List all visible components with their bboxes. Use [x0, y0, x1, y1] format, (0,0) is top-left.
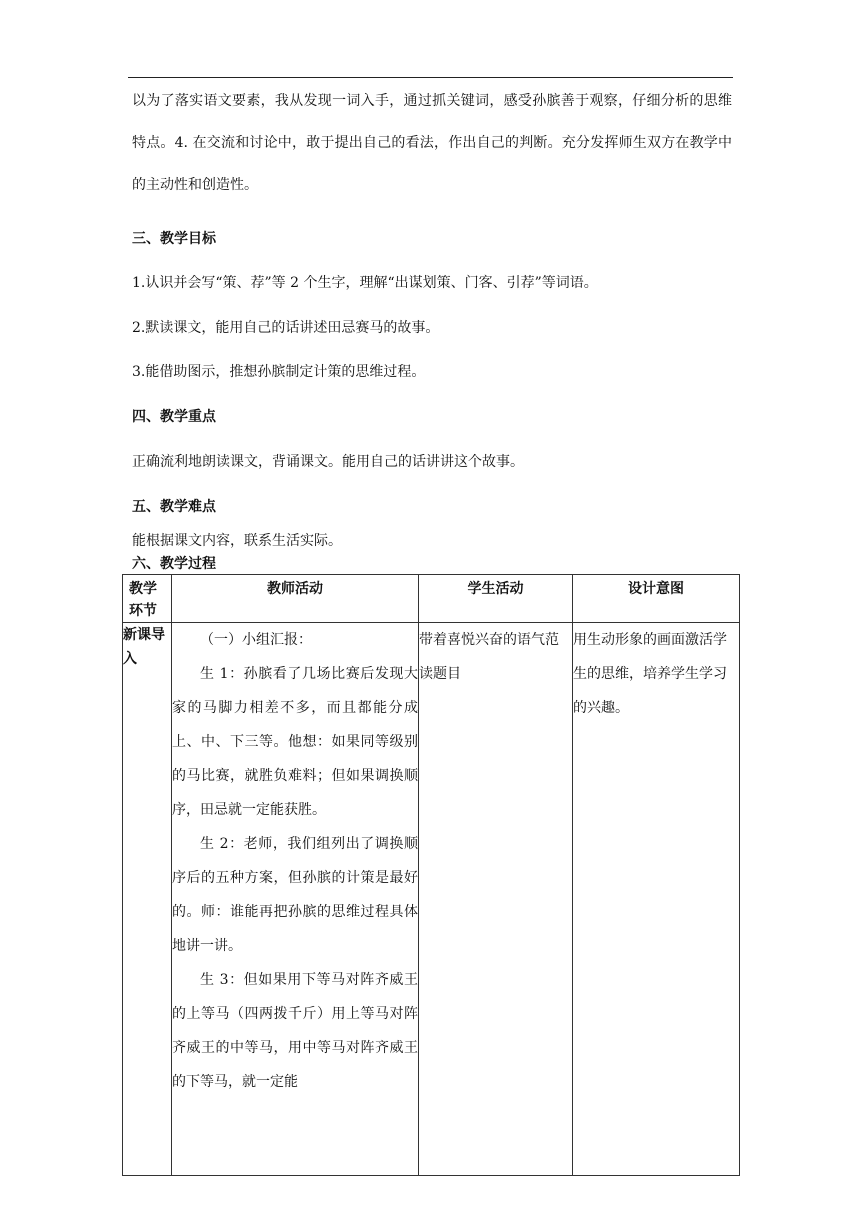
section-heading-process: 六、教学过程	[132, 556, 216, 572]
section-heading-key-points: 四、教学重点	[132, 409, 216, 425]
teaching-process-table	[122, 574, 740, 1176]
header-design-intent: 设计意图	[573, 575, 740, 623]
section-heading-objectives: 三、教学目标	[132, 231, 216, 247]
header-stage: 教学环节	[123, 575, 172, 623]
difficulties-text: 能根据课文内容，联系生活实际。	[132, 533, 342, 549]
cell-teacher-activity	[172, 623, 419, 1176]
header-teacher-activity: 教师活动	[172, 575, 419, 623]
teacher-line-1: （一）小组汇报：	[200, 632, 312, 648]
objective-item-2: 2.默读课文，能用自己的话讲述田忌赛马的故事。	[132, 320, 440, 336]
teacher-line-4: 生 3：但如果用下等马对阵齐威王的上等马（四两拨千斤）用上等马对阵齐威王的中等马，用中等马对阵齐威王的下等马，就一定能	[172, 972, 418, 1090]
table-row	[123, 623, 740, 1176]
table-header-row	[123, 575, 740, 623]
intro-paragraph: 以为了落实语文要素，我从发现一词入手，通过抓关键词，感受孙膑善于观察，仔细分析的思维特点。4. 在交流和讨论中，敢于提出自己的看法，作出自己的判断。充分发挥师生双方在教学中的主动性和创造性。	[132, 93, 732, 193]
objective-item-1: 1.认识并会写“策、荐”等 2 个生字，理解“出谋划策、门客、引荐”等词语。	[132, 275, 598, 291]
header-rule	[128, 77, 733, 78]
teacher-line-2: 生 1：孙膑看了几场比赛后发现大家的马脚力相差不多，而且都能分成上、中、下三等。他想：如果同等级别的马比赛，就胜负难料；但如果调换顺序，田忌就一定能获胜。	[172, 666, 418, 818]
header-student-activity: 学生活动	[419, 575, 573, 623]
cell-student-activity: 带着喜悦兴奋的语气范读题目	[419, 623, 573, 1176]
cell-stage: 新课导入	[123, 623, 172, 1176]
key-points-text: 正确流利地朗读课文，背诵课文。能用自己的话讲讲这个故事。	[132, 454, 524, 470]
objective-item-3: 3.能借助图示，推想孙膑制定计策的思维过程。	[132, 364, 426, 380]
section-heading-difficulties: 五、教学难点	[132, 499, 216, 515]
teacher-line-3: 生 2：老师，我们组列出了调换顺序后的五种方案，但孙膑的计策是最好的。师：谁能再把孙膑的思维过程具体地讲一讲。	[172, 836, 418, 954]
cell-design-intent: 用生动形象的画面激活学生的思维，培养学生学习的兴趣。	[573, 623, 740, 1176]
